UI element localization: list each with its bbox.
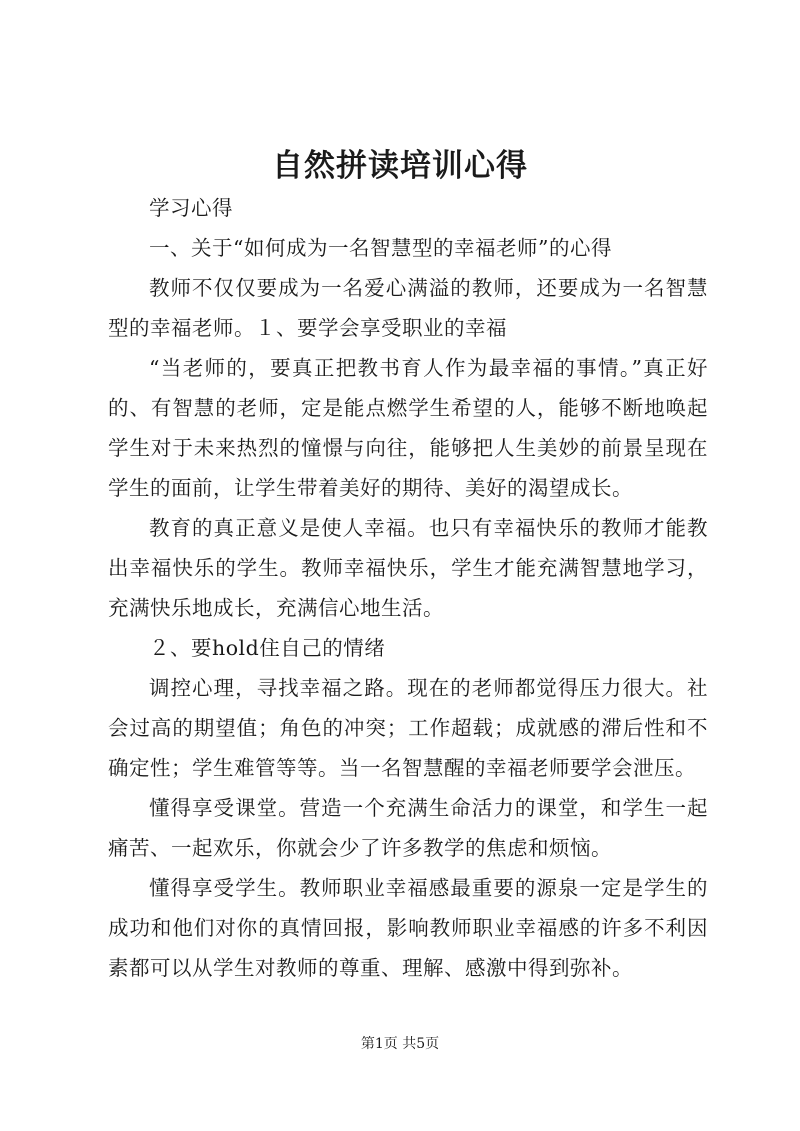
paragraph: 教育的真正意义是使人幸福。也只有幸福快乐的教师才能教出幸福快乐的学生。教师幸福快乐，学生才能充满智慧地学习，充满快乐地成长，充满信心地生活。 <box>108 516 708 620</box>
page-footer: 第1页 共5页 <box>360 1036 440 1052</box>
paragraph-section-heading: 一、关于“如何成为一名智慧型的幸福老师”的心得 <box>149 236 612 260</box>
paragraph-study-notes: 学习心得 <box>149 196 233 220</box>
paragraph: “当老师的，要真正把教书育人作为最幸福的事情。”真正好的、有智慧的老师，定是能点燃学生希望的人，能够不断地唤起学生对于未来热烈的憧憬与向往，能够把人生美妙的前景呈现在学生的面前，让学生带着美好的期待、美好的渴望成长。 <box>108 356 708 500</box>
paragraph: 调控心理，寻找幸福之路。现在的老师都觉得压力很大。社会过高的期望值；角色的冲突；工作超载；成就感的滞后性和不确定性；学生难管等等。当一名智慧醒的幸福老师要学会泄压。 <box>108 676 708 780</box>
paragraph: 教师不仅仅要成为一名爱心满溢的教师，还要成为一名智慧型的幸福老师。１、要学会享受职业的幸福 <box>108 276 708 340</box>
paragraph: 懂得享受课堂。营造一个充满生命活力的课堂，和学生一起痛苦、一起欢乐，你就会少了许多教学的焦虑和烦恼。 <box>108 796 708 860</box>
document-body <box>108 188 708 988</box>
paragraph: 懂得享受学生。教师职业幸福感最重要的源泉一定是学生的成功和他们对你的真情回报，影响教师职业幸福感的许多不利因素都可以从学生对教师的尊重、理解、感激中得到弥补。 <box>108 876 708 980</box>
paragraph-subheading: ２、要hold住自己的情绪 <box>149 636 386 660</box>
document-title: 自然拼读培训心得 <box>272 148 528 184</box>
